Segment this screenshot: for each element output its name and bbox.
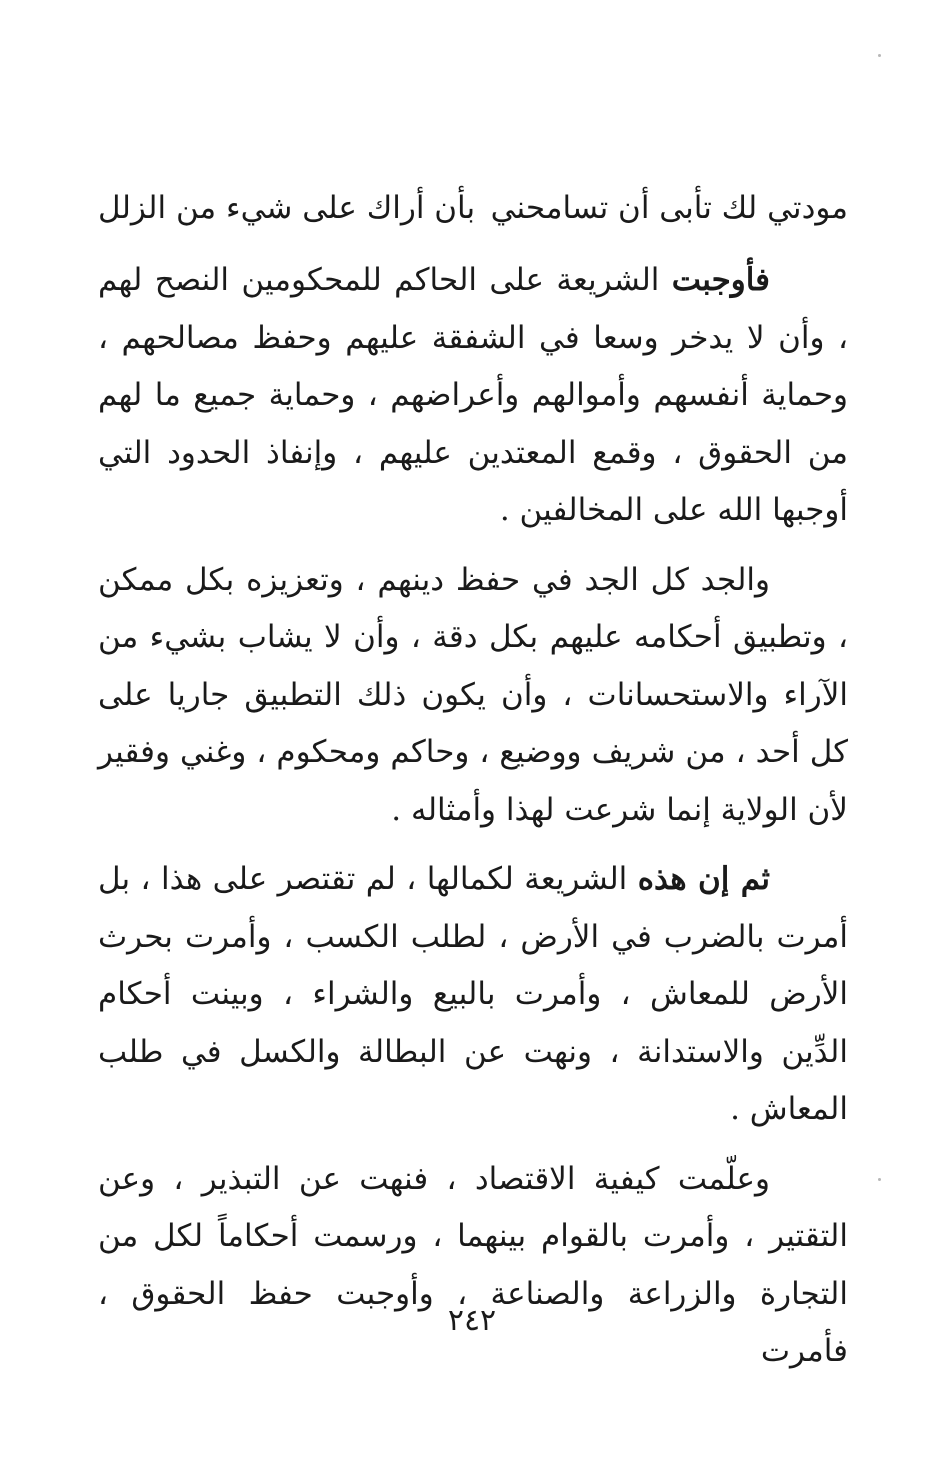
scan-speck — [878, 1178, 881, 1181]
paragraph-3 — [98, 851, 848, 1139]
paragraph-4 — [98, 1151, 848, 1381]
poetry-verse — [98, 178, 848, 238]
paragraph-3-lead: ثم إن هذه — [637, 861, 770, 897]
paragraph-1 — [98, 252, 848, 540]
verse-second-hemistich: بأن أراك على شيء من الزلل — [98, 190, 476, 226]
paragraph-4-text: وعلّمت كيفية الاقتصاد ، فنهت عن التبذير ، وعن التقتير ، وأمرت بالقوام بينهما ، ورسمت أحكاماً لكل من التجارة والزراعة والصناعة ، وأوجبت حفظ الحقوق ، فأمرت — [98, 1160, 848, 1369]
paragraph-3-text: الشريعة لكمالها ، لم تقتصر على هذا ، بل أمرت بالضرب في الأرض ، لطلب الكسب ، وأمرت بحرث الأرض للمعاش ، وأمرت بالبيع والشراء ، وبينت أحكام الدِّين والاستدانة ، ونهت عن البطالة والكسل في طلب المعاش . — [98, 861, 848, 1127]
verse-first-hemistich: مودتي لك تأبى أن تسامحني — [490, 190, 848, 226]
scan-speck — [878, 54, 881, 57]
page-number: ٢٤٢ — [447, 1303, 497, 1338]
body-text — [98, 252, 848, 1381]
paragraph-1-lead: فأوجبت — [671, 262, 770, 298]
paragraph-1-text: الشريعة على الحاكم للمحكومين النصح لهم ، وأن لا يدخر وسعا في الشفقة عليهم وحفظ مصالحهم ، وحماية أنفسهم وأموالهم وأعراضهم ، وحماية جميع ما لهم من الحقوق ، وقمع المعتدين عليهم ، وإنفاذ الحدود التي أوجبها الله على المخالفين . — [98, 262, 848, 528]
paragraph-2 — [98, 552, 848, 840]
paragraph-2-text: والجد كل الجد في حفظ دينهم ، وتعزيزه بكل ممكن ، وتطبيق أحكامه عليهم بكل دقة ، وأن لا يشاب بشيء من الآراء والاستحسانات ، وأن يكون ذلك التطبيق جاريا على كل أحد ، من شريف ووضيع ، وحاكم ومحكوم ، وغني وفقير لأن الولاية إنما شرعت لهذا وأمثاله . — [98, 561, 848, 828]
